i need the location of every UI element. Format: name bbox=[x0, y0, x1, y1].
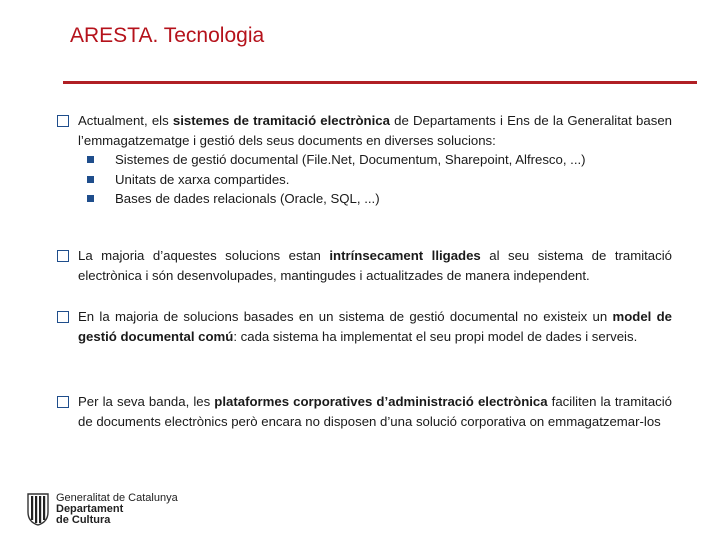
bullet-2-part-1: La majoria d’aquestes solucions estan bbox=[78, 248, 330, 263]
bullet-4-emphasis: plataformes corporatives d’administració electrònica bbox=[214, 394, 548, 409]
sub-bullet-item bbox=[87, 150, 672, 170]
bullet-3-part-1: En la majoria de solucions basades en un sistema de gestió documental no existeix un bbox=[78, 309, 613, 324]
hollow-square-bullet-icon bbox=[57, 311, 69, 323]
bullet-1-text bbox=[78, 111, 672, 150]
sub-bullet-text: Unitats de xarxa compartides. bbox=[115, 171, 290, 187]
filled-square-bullet-icon bbox=[87, 156, 94, 163]
bullet-4-part-1: Per la seva banda, les bbox=[78, 394, 215, 409]
bullet-2-part-3: al seu sistema de tramitació electrònica i són desenvolupades, mantingudes i actualitzades de manera independent. bbox=[78, 248, 672, 283]
hollow-square-bullet-icon bbox=[57, 396, 69, 408]
slide-title: ARESTA. Tecnologia bbox=[70, 24, 265, 47]
bullet-3 bbox=[57, 307, 672, 346]
generalitat-logo-icon bbox=[26, 492, 50, 526]
hollow-square-bullet-icon bbox=[57, 115, 69, 127]
bullet-1-part-1: Actualment, els bbox=[78, 113, 173, 128]
sub-bullet-list bbox=[87, 150, 672, 209]
bullet-2-text bbox=[78, 246, 672, 285]
bullet-3-text bbox=[78, 307, 672, 346]
filled-square-bullet-icon bbox=[87, 195, 94, 202]
generalitat-logo bbox=[26, 491, 178, 527]
bullet-4 bbox=[57, 392, 672, 431]
sub-bullet-item bbox=[87, 170, 672, 190]
sub-bullet-text: Sistemes de gestió documental (File.Net, Documentum, Sharepoint, Alfresco, ...) bbox=[115, 152, 586, 167]
bullet-1-emphasis: sistemes de tramitació electrònica bbox=[172, 113, 390, 128]
logo-text bbox=[56, 493, 178, 526]
bullet-4-text bbox=[78, 392, 672, 431]
title-divider bbox=[63, 81, 697, 84]
bullet-2 bbox=[57, 246, 672, 285]
logo-line-2: Departament bbox=[56, 502, 124, 515]
logo-line-3: de Cultura bbox=[56, 513, 111, 526]
sub-bullet-text: Bases de dades relacionals (Oracle, SQL, ...) bbox=[115, 191, 380, 206]
logo-line-1: Generalitat de Catalunya bbox=[56, 491, 178, 504]
bullet-2-emphasis: intrínsecament lligades bbox=[329, 248, 481, 263]
sub-bullet-item bbox=[87, 189, 672, 209]
filled-square-bullet-icon bbox=[87, 176, 94, 183]
bullet-1-part-3: de Departaments i Ens de la Generalitat basen l’emmagatzematge i gestió dels seus documents en diverses solucions: bbox=[78, 113, 672, 148]
bullet-4-part-3: faciliten la tramitació de documents electrònics però encara no disposen d’una solució corporativa on emmagatzemar-los bbox=[78, 394, 673, 429]
bullet-3-emphasis: model de gestió documental comú bbox=[78, 309, 673, 344]
bullet-1 bbox=[57, 111, 672, 209]
bullet-3-part-3: : cada sistema ha implementat el seu propi model de dades i serveis. bbox=[233, 328, 638, 344]
hollow-square-bullet-icon bbox=[57, 250, 69, 262]
